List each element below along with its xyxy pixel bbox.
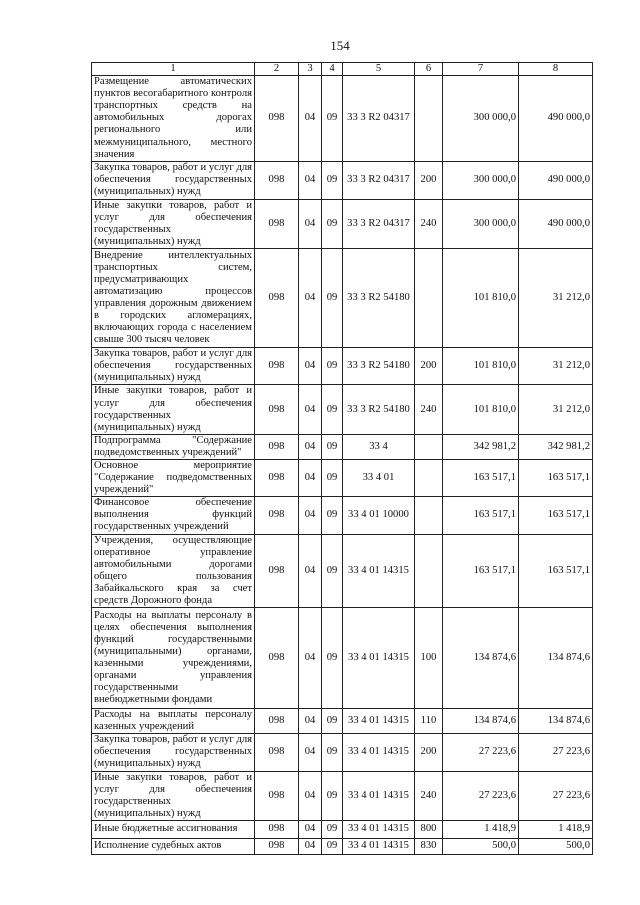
cell-c3: 04	[299, 76, 322, 162]
column-header: 7	[443, 63, 519, 76]
cell-c6: 200	[415, 734, 443, 771]
cell-c5: 33 4 01 14315	[343, 709, 415, 734]
cell-c4: 09	[322, 434, 343, 459]
cell-c7: 134 874,6	[443, 608, 519, 709]
row-name-cell: Иные бюджетные ассигнования	[92, 820, 255, 838]
cell-c8: 163 517,1	[519, 534, 593, 608]
cell-c4: 09	[322, 161, 343, 199]
cell-c2: 098	[255, 534, 299, 608]
cell-c2: 098	[255, 608, 299, 709]
table-row	[92, 734, 593, 771]
cell-c4: 09	[322, 459, 343, 496]
cell-c8: 27 223,6	[519, 771, 593, 820]
cell-c7: 300 000,0	[443, 161, 519, 199]
row-name-cell: Внедрение интеллектуальных транспортных систем, предусматривающих автоматизацию процессов управления дорожным движением в городских агломерациях, включающих города с населением свыше 300 тысяч человек	[92, 249, 255, 348]
cell-c6	[415, 76, 443, 162]
table-row	[92, 249, 593, 348]
cell-c4: 09	[322, 820, 343, 838]
row-name-cell: Расходы на выплаты персоналу в целях обеспечения выполнения функций государственными (муниципальными) органами, казенными учреждениями, органами управления государственными внебюджетными фондами	[92, 608, 255, 709]
cell-c2: 098	[255, 434, 299, 459]
cell-c6	[415, 497, 443, 534]
cell-c8: 31 212,0	[519, 249, 593, 348]
cell-c4: 09	[322, 385, 343, 434]
column-header: 8	[519, 63, 593, 76]
cell-c6: 240	[415, 199, 443, 248]
cell-c4: 09	[322, 534, 343, 608]
cell-c2: 098	[255, 199, 299, 248]
cell-c5: 33 4 01 14315	[343, 534, 415, 608]
cell-c2: 098	[255, 249, 299, 348]
table-row	[92, 459, 593, 496]
cell-c3: 04	[299, 199, 322, 248]
row-name-cell: Иные закупки товаров, работ и услуг для обеспечения государственных (муниципальных) нужд	[92, 385, 255, 434]
table-row	[92, 434, 593, 459]
cell-c6	[415, 534, 443, 608]
cell-c5: 33 3 R2 54180	[343, 385, 415, 434]
table-row	[92, 161, 593, 199]
row-name-cell: Иные закупки товаров, работ и услуг для обеспечения государственных (муниципальных) нужд	[92, 771, 255, 820]
cell-c6	[415, 459, 443, 496]
cell-c3: 04	[299, 497, 322, 534]
table-row	[92, 771, 593, 820]
column-header: 1	[92, 63, 255, 76]
cell-c5: 33 3 R2 04317	[343, 76, 415, 162]
cell-c2: 098	[255, 385, 299, 434]
cell-c6: 200	[415, 161, 443, 199]
cell-c6	[415, 434, 443, 459]
table-row	[92, 385, 593, 434]
cell-c7: 1 418,9	[443, 820, 519, 838]
cell-c3: 04	[299, 348, 322, 385]
column-header-row	[92, 63, 593, 76]
cell-c6: 110	[415, 709, 443, 734]
row-name-cell: Учреждения, осуществляющие оперативное управление автомобильными дорогами общего пользования Забайкальского края за счет средств Дорожного фонда	[92, 534, 255, 608]
cell-c7: 163 517,1	[443, 497, 519, 534]
cell-c7: 163 517,1	[443, 534, 519, 608]
row-name-cell: Расходы на выплаты персоналу казенных учреждений	[92, 709, 255, 734]
cell-c5: 33 3 R2 54180	[343, 249, 415, 348]
cell-c6: 800	[415, 820, 443, 838]
row-name-cell: Закупка товаров, работ и услуг для обеспечения государственных (муниципальных) нужд	[92, 161, 255, 199]
cell-c8: 134 874,6	[519, 608, 593, 709]
cell-c3: 04	[299, 385, 322, 434]
cell-c4: 09	[322, 76, 343, 162]
cell-c3: 04	[299, 534, 322, 608]
cell-c5: 33 3 R2 04317	[343, 161, 415, 199]
cell-c3: 04	[299, 820, 322, 838]
cell-c6: 200	[415, 348, 443, 385]
cell-c7: 27 223,6	[443, 771, 519, 820]
cell-c8: 27 223,6	[519, 734, 593, 771]
cell-c8: 163 517,1	[519, 497, 593, 534]
cell-c5: 33 4 01 14315	[343, 771, 415, 820]
table-row	[92, 820, 593, 838]
row-name-cell: Закупка товаров, работ и услуг для обеспечения государственных (муниципальных) нужд	[92, 348, 255, 385]
cell-c4: 09	[322, 497, 343, 534]
page-number: 154	[330, 38, 350, 53]
cell-c3: 04	[299, 434, 322, 459]
table-row	[92, 76, 593, 162]
cell-c5: 33 4 01	[343, 459, 415, 496]
cell-c3: 04	[299, 709, 322, 734]
cell-c6	[415, 249, 443, 348]
column-header: 2	[255, 63, 299, 76]
column-header: 4	[322, 63, 343, 76]
cell-c4: 09	[322, 348, 343, 385]
cell-c7: 101 810,0	[443, 249, 519, 348]
column-header: 6	[415, 63, 443, 76]
row-name-cell: Иные закупки товаров, работ и услуг для обеспечения государственных (муниципальных) нужд	[92, 199, 255, 248]
cell-c8: 342 981,2	[519, 434, 593, 459]
table-row	[92, 608, 593, 709]
cell-c3: 04	[299, 771, 322, 820]
row-name-cell: Подпрограмма "Содержание подведомственных учреждений"	[92, 434, 255, 459]
cell-c2: 098	[255, 459, 299, 496]
cell-c5: 33 4	[343, 434, 415, 459]
cell-c6: 100	[415, 608, 443, 709]
cell-c5: 33 3 R2 54180	[343, 348, 415, 385]
cell-c7: 101 810,0	[443, 385, 519, 434]
cell-c4: 09	[322, 771, 343, 820]
cell-c8: 163 517,1	[519, 459, 593, 496]
cell-c2: 098	[255, 771, 299, 820]
cell-c8: 490 000,0	[519, 161, 593, 199]
cell-c2: 098	[255, 820, 299, 838]
cell-c2: 098	[255, 838, 299, 854]
row-name-cell: Закупка товаров, работ и услуг для обеспечения государственных (муниципальных) нужд	[92, 734, 255, 771]
column-header: 3	[299, 63, 322, 76]
cell-c8: 31 212,0	[519, 385, 593, 434]
cell-c4: 09	[322, 734, 343, 771]
cell-c3: 04	[299, 608, 322, 709]
row-name-cell: Размещение автоматических пунктов весогабаритного контроля транспортных средств на автомобильных дорогах регионального или межмуниципального, местного значения	[92, 76, 255, 162]
cell-c5: 33 4 01 14315	[343, 838, 415, 854]
table-row	[92, 709, 593, 734]
cell-c2: 098	[255, 161, 299, 199]
row-name-cell: Финансовое обеспечение выполнения функций государственных учреждений	[92, 497, 255, 534]
cell-c7: 300 000,0	[443, 76, 519, 162]
cell-c7: 500,0	[443, 838, 519, 854]
cell-c8: 500,0	[519, 838, 593, 854]
cell-c4: 09	[322, 199, 343, 248]
cell-c8: 31 212,0	[519, 348, 593, 385]
cell-c4: 09	[322, 709, 343, 734]
cell-c4: 09	[322, 249, 343, 348]
table-row	[92, 838, 593, 854]
cell-c7: 300 000,0	[443, 199, 519, 248]
cell-c2: 098	[255, 76, 299, 162]
cell-c7: 163 517,1	[443, 459, 519, 496]
cell-c6: 240	[415, 385, 443, 434]
cell-c2: 098	[255, 734, 299, 771]
cell-c3: 04	[299, 161, 322, 199]
cell-c3: 04	[299, 459, 322, 496]
row-name-cell: Основное мероприятие "Содержание подведомственных учреждений"	[92, 459, 255, 496]
cell-c7: 134 874,6	[443, 709, 519, 734]
row-name-cell: Исполнение судебных актов	[92, 838, 255, 854]
cell-c2: 098	[255, 709, 299, 734]
cell-c6: 240	[415, 771, 443, 820]
cell-c4: 09	[322, 838, 343, 854]
cell-c5: 33 4 01 14315	[343, 820, 415, 838]
cell-c8: 490 000,0	[519, 76, 593, 162]
cell-c5: 33 4 01 14315	[343, 734, 415, 771]
table-row	[92, 534, 593, 608]
cell-c2: 098	[255, 497, 299, 534]
table-row	[92, 497, 593, 534]
cell-c3: 04	[299, 249, 322, 348]
cell-c4: 09	[322, 608, 343, 709]
cell-c8: 490 000,0	[519, 199, 593, 248]
column-header: 5	[343, 63, 415, 76]
cell-c7: 342 981,2	[443, 434, 519, 459]
table-row	[92, 348, 593, 385]
cell-c5: 33 4 01 14315	[343, 608, 415, 709]
cell-c8: 1 418,9	[519, 820, 593, 838]
cell-c3: 04	[299, 734, 322, 771]
cell-c3: 04	[299, 838, 322, 854]
cell-c6: 830	[415, 838, 443, 854]
cell-c5: 33 4 01 10000	[343, 497, 415, 534]
cell-c8: 134 874,6	[519, 709, 593, 734]
table-row	[92, 199, 593, 248]
cell-c7: 101 810,0	[443, 348, 519, 385]
cell-c2: 098	[255, 348, 299, 385]
cell-c7: 27 223,6	[443, 734, 519, 771]
budget-table	[91, 62, 593, 855]
cell-c5: 33 3 R2 04317	[343, 199, 415, 248]
